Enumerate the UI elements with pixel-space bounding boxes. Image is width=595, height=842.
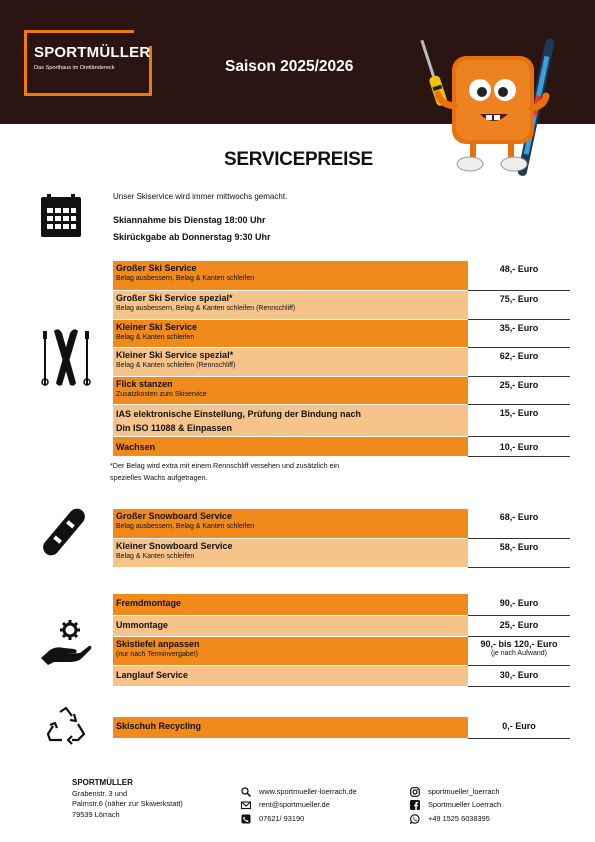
service-name: Ummontage — [116, 619, 169, 630]
table-row — [113, 404, 570, 436]
service-price: 62,- Euro — [468, 347, 570, 376]
footer-instagram[interactable]: sportmueller_loerrach — [428, 787, 500, 796]
service-price: 68,- Euro — [468, 509, 570, 538]
service-price-cell — [468, 636, 570, 665]
footer-address — [72, 778, 183, 820]
footnote-line1: *Der Belag wird extra mit einem Rennschliff versehen und zusätzlich ein — [110, 461, 340, 470]
table-row — [113, 436, 570, 456]
instagram-icon — [410, 787, 420, 797]
brand-logo — [24, 30, 152, 96]
service-price: 30,- Euro — [468, 665, 570, 686]
service-name: Skischuh Recycling — [116, 721, 202, 731]
service-name: Langlauf Service — [116, 669, 189, 680]
service-desc: Belag & Kanten schleifen — [116, 333, 195, 341]
service-price: 10,- Euro — [468, 436, 570, 456]
service-desc: (nur nach Terminvergabe!) — [116, 650, 198, 658]
footer-phone[interactable]: 07621/ 93190 — [259, 814, 305, 823]
footer-website[interactable]: www.sportmueller-loerrach.de — [259, 787, 357, 796]
service-name: Großer Ski Service spezial* — [116, 292, 233, 303]
calendar-icon — [40, 194, 82, 238]
service-name: Kleiner Ski Service spezial* — [116, 349, 234, 360]
footer-address-line: Grabenstr. 3 und — [72, 788, 128, 798]
table-row — [113, 509, 570, 538]
service-price: 35,- Euro — [468, 319, 570, 347]
ski-icon — [40, 327, 92, 389]
table-row — [113, 665, 570, 686]
table-row — [113, 717, 570, 738]
snowboard-icon — [42, 506, 86, 558]
service-name-cont: Din ISO 11088 & Einpassen — [116, 422, 233, 433]
service-name: Kleiner Snowboard Service — [116, 540, 233, 551]
snowboard-service-table — [113, 509, 570, 568]
service-name: Flick stanzen — [116, 378, 173, 389]
service-name: Großer Snowboard Service — [116, 511, 233, 521]
season-label: Saison 2025/2026 — [225, 58, 354, 75]
service-name: Wachsen — [116, 441, 156, 452]
facebook-icon — [410, 800, 420, 810]
brand-name: SPORTMÜLLER — [34, 44, 151, 61]
ski-service-table — [113, 261, 570, 457]
table-row — [113, 261, 570, 290]
table-row — [113, 636, 570, 665]
page-title: SERVICEPREISE — [224, 149, 373, 170]
service-desc: Zusatzkosten zum Skiservice — [116, 390, 207, 398]
table-row — [113, 319, 570, 347]
recycle-icon — [46, 706, 86, 746]
service-name: Großer Ski Service — [116, 263, 197, 273]
service-price: 0,- Euro — [468, 717, 570, 738]
mascot-illustration — [420, 36, 570, 186]
table-row — [113, 376, 570, 404]
intro-pickup: Skirückgabe ab Donnerstag 9:30 Uhr — [113, 232, 271, 242]
service-name: Kleiner Ski Service — [116, 321, 198, 332]
footer-address-line: 79539 Lörrach — [72, 809, 120, 819]
service-price: 90,- bis 120,- Euro — [480, 638, 558, 649]
footnote-line2: spezielles Wachs aufgetragen. — [110, 473, 208, 482]
service-desc: Belag ausbessern, Belag & Kanten schleifen — [116, 523, 255, 530]
phone-icon — [241, 814, 251, 824]
search-icon — [241, 787, 251, 797]
service-name: Fremdmontage — [116, 598, 182, 608]
footnote — [110, 460, 430, 484]
mail-icon — [241, 800, 251, 810]
footer-address-line: Palmstr.6 (näher zur Skiwerkstatt) — [72, 799, 183, 808]
service-price: 75,- Euro — [468, 290, 570, 319]
service-price: 48,- Euro — [468, 261, 570, 290]
service-desc: Belag ausbessern, Belag & Kanten schleifen — [116, 275, 255, 282]
intro-note: Unser Skiservice wird immer mittwochs gemacht. — [113, 192, 288, 201]
footer-facebook[interactable]: Sportmueller Loerrach — [428, 800, 502, 809]
table-row — [113, 538, 570, 567]
service-price-note: (je nach Aufwand) — [490, 649, 548, 657]
service-price: 15,- Euro — [468, 404, 570, 436]
footer-brand: SPORTMÜLLER — [72, 778, 133, 787]
recycling-service-table — [113, 717, 570, 739]
service-desc: Belag & Kanten schleifen — [116, 552, 195, 560]
intro-dropoff: Skiannahme bis Dienstag 18:00 Uhr — [113, 215, 266, 225]
service-desc: Belag & Kanten schleifen (Rennschliff) — [116, 361, 236, 369]
service-price: 90,- Euro — [468, 594, 570, 615]
service-name: IAS elektronische Einstellung, Prüfung der Bindung nach — [116, 408, 362, 419]
service-price: 58,- Euro — [468, 538, 570, 567]
table-row — [113, 347, 570, 376]
footer-email[interactable]: rent@sportmueller.de — [259, 800, 330, 809]
service-price: 25,- Euro — [468, 376, 570, 404]
table-row — [113, 615, 570, 636]
table-row — [113, 290, 570, 319]
brand-tagline: Das Sporthaus im Dreiländereck — [34, 65, 115, 71]
table-row — [113, 594, 570, 615]
whatsapp-icon — [410, 814, 420, 824]
footer-whatsapp[interactable]: +49 1525 6038395 — [428, 814, 490, 823]
hand-gear-icon — [40, 620, 92, 666]
service-price: 25,- Euro — [468, 615, 570, 636]
service-desc: Belag ausbessern, Belag & Kanten schleifen (Rennschliff) — [116, 304, 296, 312]
mounting-service-table — [113, 594, 570, 687]
service-name: Skistiefel anpassen — [116, 638, 200, 649]
